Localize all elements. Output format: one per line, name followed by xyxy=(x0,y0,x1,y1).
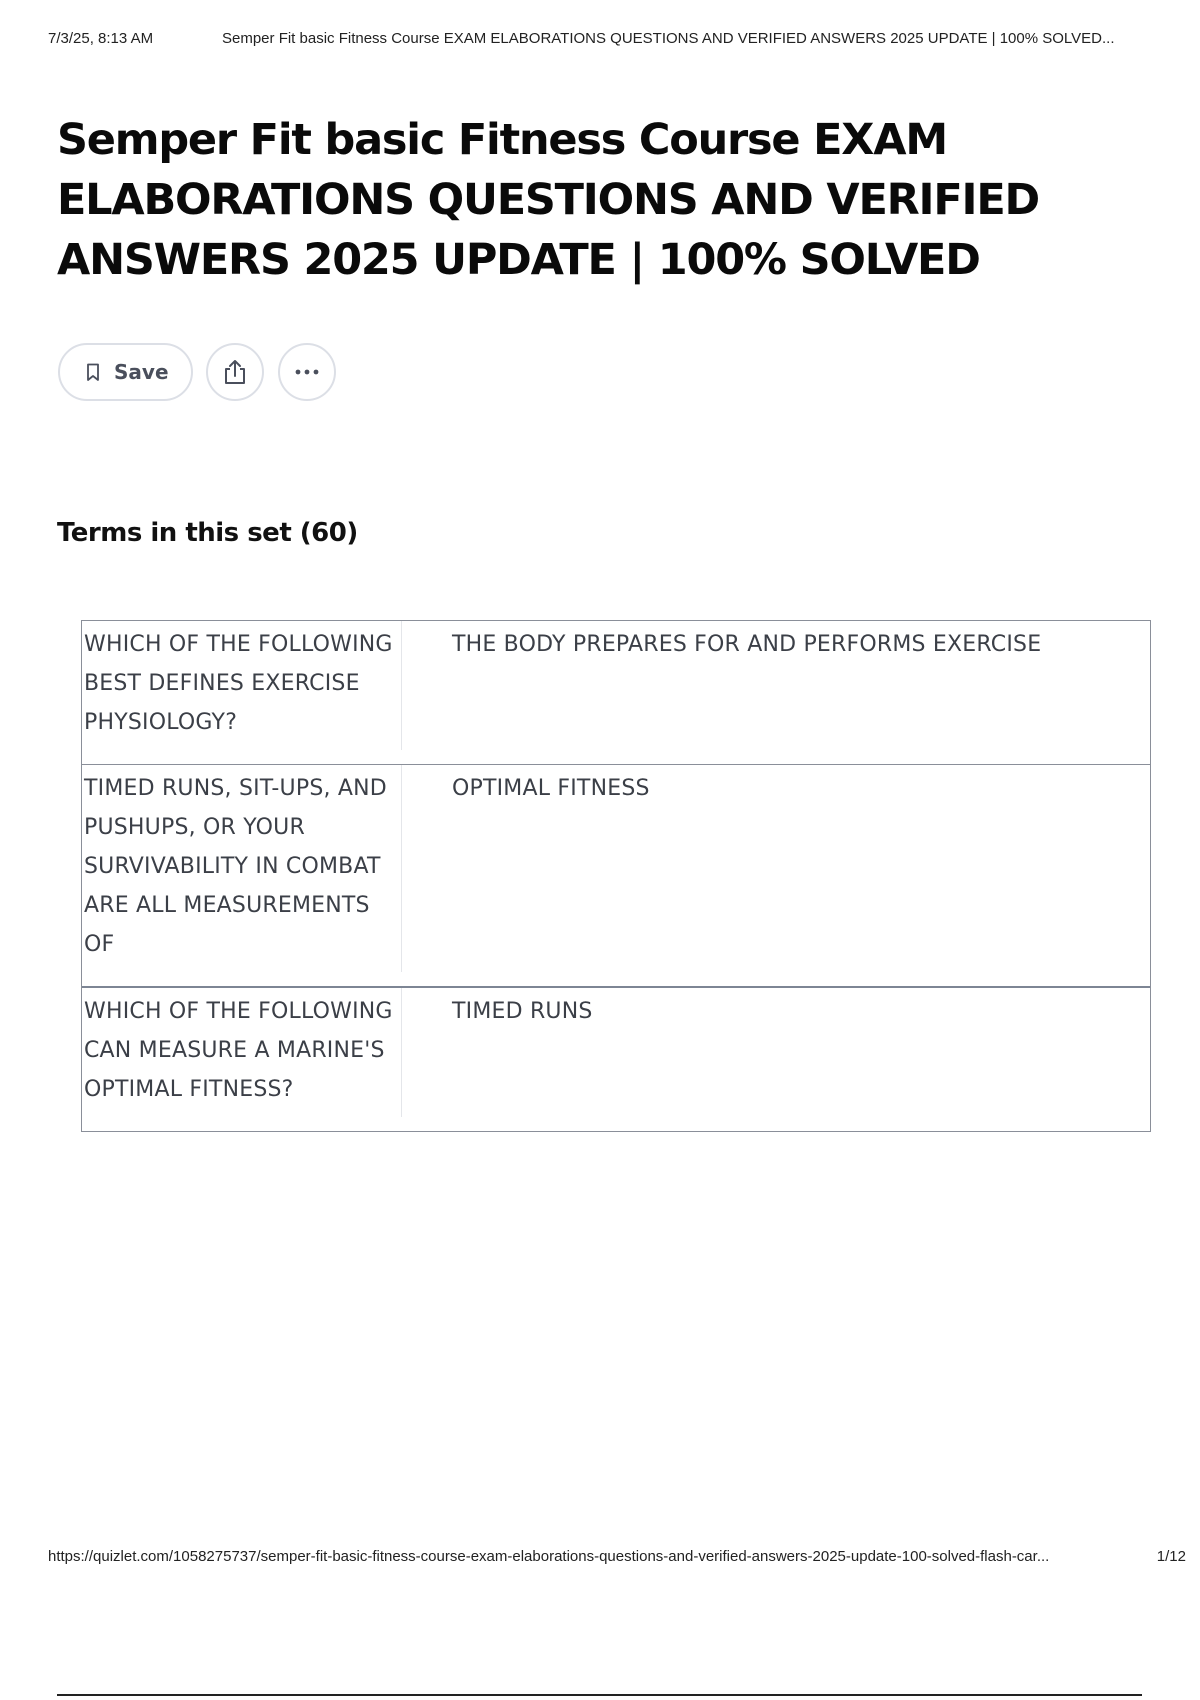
table-row xyxy=(82,986,1150,1131)
print-header xyxy=(48,30,1186,47)
share-icon xyxy=(222,358,248,386)
term-text: TIMED RUNS, SIT-UPS, AND PUSHUPS, OR YOUR SURVIVABILITY IN COMBAT ARE ALL MEASUREMENTS OF xyxy=(82,765,402,972)
table-row xyxy=(82,764,1150,986)
set-actions xyxy=(58,343,350,401)
print-page-title: Semper Fit basic Fitness Course EXAM ELABORATIONS QUESTIONS AND VERIFIED ANSWERS 2025 UPDATE | 100% SOLVED... xyxy=(222,30,1115,47)
print-url: https://quizlet.com/1058275737/semper-fit-basic-fitness-course-exam-elaborations-questions-and-verified-answers-2025-update-100-solved-flash-car... xyxy=(48,1548,1050,1565)
save-label: Save xyxy=(114,360,169,384)
share-button[interactable] xyxy=(206,343,264,401)
definition-text: TIMED RUNS xyxy=(452,999,593,1024)
more-options-button[interactable] xyxy=(278,343,336,401)
bookmark-icon xyxy=(86,363,100,382)
save-button[interactable] xyxy=(58,343,193,401)
table-row xyxy=(82,621,1150,764)
page-divider xyxy=(57,1694,1142,1696)
more-horizontal-icon xyxy=(294,368,320,376)
term-text: WHICH OF THE FOLLOWING BEST DEFINES EXERCISE PHYSIOLOGY? xyxy=(82,621,402,750)
page-indicator: 1/12 xyxy=(1156,1548,1186,1565)
term-text: WHICH OF THE FOLLOWING CAN MEASURE A MARINE'S OPTIMAL FITNESS? xyxy=(82,988,402,1117)
page-title: Semper Fit basic Fitness Course EXAM ELABORATIONS QUESTIONS AND VERIFIED ANSWERS 2025 UPDATE | 100% SOLVED xyxy=(57,115,1040,285)
definition-text: THE BODY PREPARES FOR AND PERFORMS EXERCISE xyxy=(452,632,1042,657)
definition-text: OPTIMAL FITNESS xyxy=(452,776,650,801)
terms-table xyxy=(81,620,1151,1132)
print-footer xyxy=(48,1548,1186,1565)
print-date: 7/3/25, 8:13 AM xyxy=(48,30,154,47)
terms-heading: Terms in this set (60) xyxy=(57,518,358,548)
